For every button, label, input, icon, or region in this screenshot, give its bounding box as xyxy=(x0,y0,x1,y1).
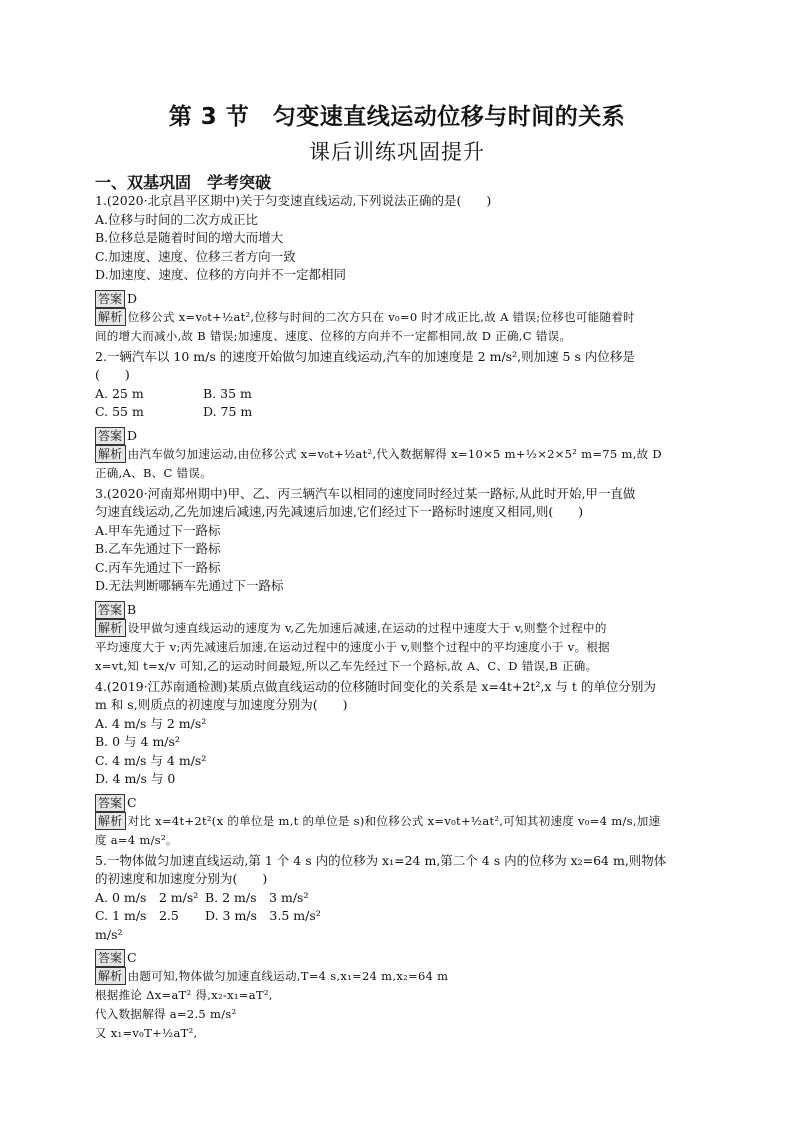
question-stem: 3.(2020·河南郑州期中)甲、乙、丙三辆汽车以相同的速度同时经过某一路标,从此时开始,甲一直做 xyxy=(95,485,636,501)
option: B. 0 与 4 m/s² xyxy=(95,734,180,749)
analysis-line: 间的增大而减小,故 B 错误;加速度、速度、位移的方向并不一定都相同,故 D 正确,C 错误。 xyxy=(95,328,572,343)
question-stem: 4.(2019·江苏南通检测)某质点做直线运动的位移随时间变化的关系是 x=4t+2t²,x 与 t 的单位分别为 xyxy=(95,678,656,694)
option: D. 3 m/s 3.5 m/s² xyxy=(205,908,321,923)
answer-line xyxy=(95,426,695,445)
answer-value: C xyxy=(127,950,137,965)
analysis-tag: 解析 xyxy=(95,812,126,830)
option: C. 4 m/s 与 4 m/s² xyxy=(95,752,207,768)
question-stem: 的初速度和加速度分别为( ) xyxy=(95,871,268,886)
analysis-tag: 解析 xyxy=(95,619,126,637)
option: B. 2 m/s 3 m/s² xyxy=(205,889,309,905)
option-row xyxy=(95,907,695,944)
page-subtitle: 课后训练巩固提升 xyxy=(309,140,485,164)
question-stem: 1.(2020·北京昌平区期中)关于匀变速直线运动,下列说法正确的是( ) xyxy=(95,193,492,208)
analysis-tag: 解析 xyxy=(95,308,126,326)
question-list xyxy=(95,192,695,1045)
option: A.甲车先通过下一路标 xyxy=(95,522,221,538)
option: D. 4 m/s 与 0 xyxy=(95,771,176,786)
section-heading: 一、双基巩固 学考突破 xyxy=(95,173,272,192)
answer-line xyxy=(95,600,695,619)
answer-value: B xyxy=(127,601,137,617)
answer-tag: 答案 xyxy=(95,949,125,967)
option: D. 75 m xyxy=(203,404,253,419)
analysis-line: 解析 由汽车做匀加速运动,由位移公式 x=v₀t+½at²,代入数据解得 x=10×5 m+½×2×5² m=75 m,故 D xyxy=(95,445,695,464)
answer-line xyxy=(95,948,695,967)
option: A. 25 m xyxy=(95,385,144,401)
option: C.加速度、速度、位移三者方向一致 xyxy=(95,248,296,264)
question-5 xyxy=(95,852,695,1044)
answer-value: C xyxy=(127,794,137,810)
option: D.无法判断哪辆车先通过下一路标 xyxy=(95,578,284,593)
option: A.位移与时间的二次方成正比 xyxy=(95,211,259,227)
answer-tag: 答案 xyxy=(95,794,125,812)
option: B. 35 m xyxy=(203,385,252,401)
option-row xyxy=(95,403,695,422)
option: B.位移总是随着时间的增大而增大 xyxy=(95,230,284,245)
answer-line xyxy=(95,793,695,812)
analysis-tag: 解析 xyxy=(95,967,126,985)
analysis-line: 正确,A、B、C 错误。 xyxy=(95,465,212,480)
option-row xyxy=(95,385,695,404)
answer-tag: 答案 xyxy=(95,601,125,619)
question-4 xyxy=(95,678,695,850)
analysis-line: 代入数据解得 a=2.5 m/s² xyxy=(95,1007,237,1021)
question-stem: ( ) xyxy=(95,367,130,382)
answer-tag: 答案 xyxy=(95,427,125,445)
analysis-line: x=vt,知 t=x/v 可知,乙的运动时间最短,所以乙车先经过下一个路标,故 A、C、D 错误,B 正确。 xyxy=(95,658,598,673)
question-3 xyxy=(95,485,695,676)
question-2 xyxy=(95,348,695,483)
analysis-line: 解析 设甲做匀速直线运动的速度为 v,乙先加速后减速,在运动的过程中速度大于 v,则整个过程中的 xyxy=(95,619,695,638)
analysis-line: 根据推论 Δx=aT² 得,x₂-x₁=aT², xyxy=(95,988,273,1002)
option: C. 55 m xyxy=(95,404,144,419)
answer-value: D xyxy=(127,427,138,443)
analysis-tag: 解析 xyxy=(95,445,126,463)
answer-value: D xyxy=(127,290,138,306)
question-stem: 5.一物体做匀加速直线运动,第 1 个 4 s 内的位移为 x₁=24 m,第二个 4 s 内的位移为 x₂=64 m,则物体 xyxy=(95,852,667,868)
analysis-line: 解析 位移公式 x=v₀t+½at²,位移与时间的二次方只在 v₀=0 时才成正比,故 A 错误;位移也可能随着时 xyxy=(95,308,695,327)
analysis-line: 解析 对比 x=4t+2t²(x 的单位是 m,t 的单位是 s)和位移公式 x=v₀t+½at²,可知其初速度 v₀=4 m/s,加速 xyxy=(95,812,695,831)
option: B.乙车先通过下一路标 xyxy=(95,541,221,556)
question-1 xyxy=(95,192,695,346)
question-stem: 2.一辆汽车以 10 m/s 的速度开始做匀加速直线运动,汽车的加速度是 2 m/s²,则加速 5 s 内位移是 xyxy=(95,348,635,364)
answer-tag: 答案 xyxy=(95,290,125,308)
option: C.丙车先通过下一路标 xyxy=(95,559,221,575)
option: A. 4 m/s 与 2 m/s² xyxy=(95,715,207,731)
analysis-line: 度 a=4 m/s²。 xyxy=(95,832,178,847)
option: A. 0 m/s 2 m/s² xyxy=(95,889,199,905)
question-stem: m 和 s,则质点的初速度与加速度分别为( ) xyxy=(95,697,348,712)
analysis-line: 解析 由题可知,物体做匀加速直线运动,T=4 s,x₁=24 m,x₂=64 m xyxy=(95,967,695,986)
page-title: 第 3 节 匀变速直线运动位移与时间的关系 xyxy=(168,104,626,130)
analysis-line: 平均速度大于 v;丙先减速后加速,在运动过程中的速度小于 v,则整个过程中的平均速度小于 v。根据 xyxy=(95,639,610,654)
analysis-line: 又 x₁=v₀T+½aT², xyxy=(95,1026,198,1040)
option: D.加速度、速度、位移的方向并不一定都相同 xyxy=(95,267,347,282)
question-stem: 匀速直线运动,乙先加速后减速,丙先减速后加速,它们经过下一路标时速度又相同,则( ) xyxy=(95,504,584,519)
option: C. 1 m/s 2.5 m/s² xyxy=(95,908,179,942)
option-row xyxy=(95,889,695,908)
answer-line xyxy=(95,289,695,308)
